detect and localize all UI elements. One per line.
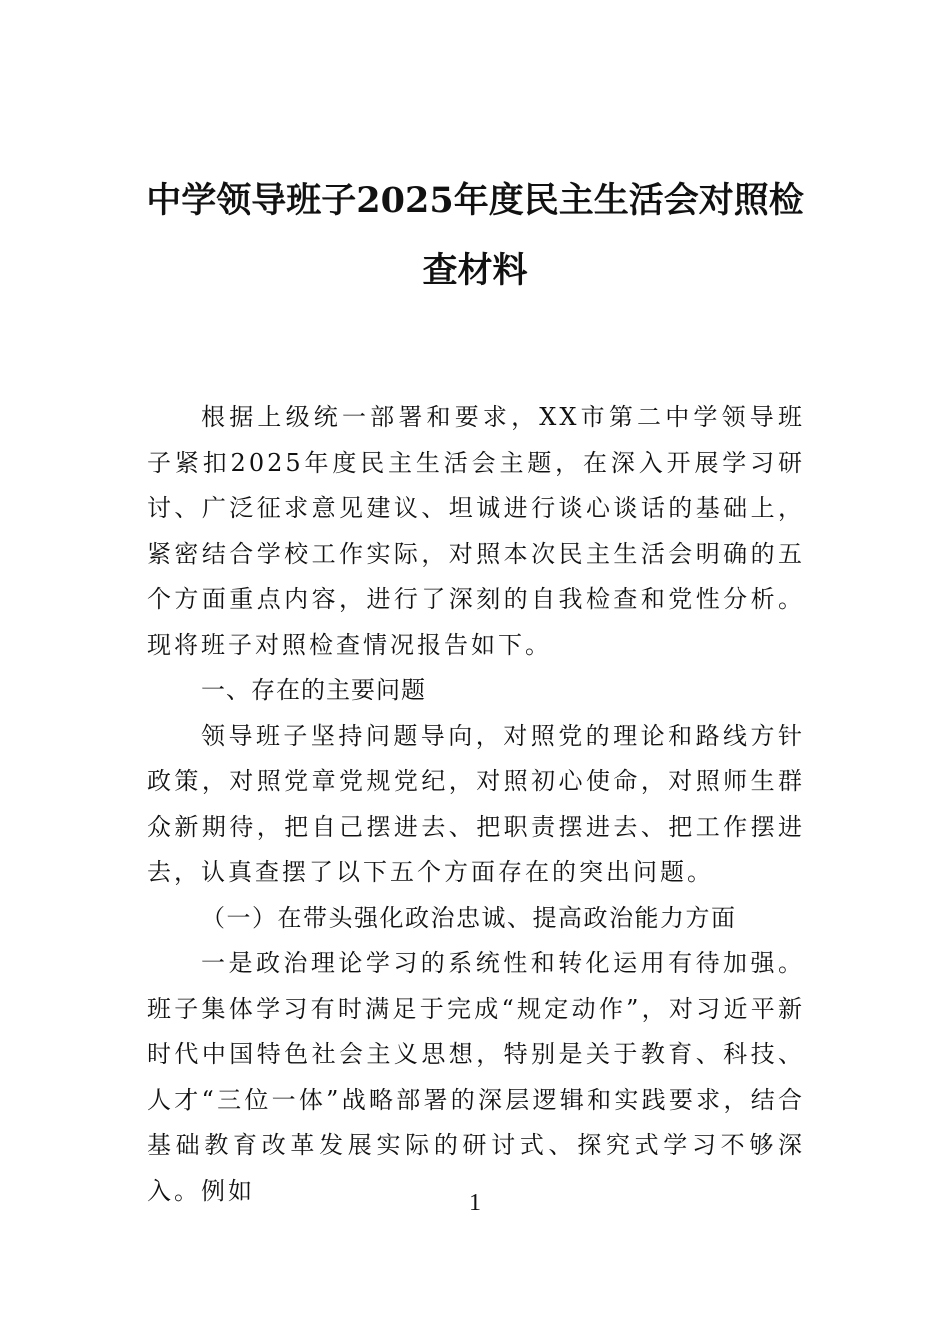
document-body — [147, 395, 805, 1214]
subsection-heading-political: （一）在带头强化政治忠诚、提高政治能力方面 — [201, 903, 737, 932]
intro-paragraph: 根据上级统一部署和要求，XX市第二中学领导班子紧扣2025年度民主生活会主题，在深入开展学习研讨、广泛征求意见建议、坦诚进行谈心谈话的基础上，紧密结合学校工作实际，对照本次民主生活会明确的五个方面重点内容，进行了深刻的自我检查和党性分析。现将班子对照检查情况报告如下。 — [147, 403, 805, 659]
section-body-problems: 领导班子坚持问题导向，对照党的理论和路线方针政策，对照党章党规党纪，对照初心使命，对照师生群众新期待，把自己摆进去、把职责摆进去、把工作摆进去，认真查摆了以下五个方面存在的突出问题。 — [147, 721, 805, 886]
document-title — [118, 166, 832, 306]
title-line-2: 查材料 — [422, 250, 528, 291]
page-number: 1 — [469, 1190, 481, 1216]
section-heading-problems: 一、存在的主要问题 — [201, 676, 426, 704]
point-one-paragraph: 一是政治理论学习的系统性和转化运用有待加强。班子集体学习有时满足于完成“规定动作”，对习近平新时代中国特色社会主义思想，特别是关于教育、科技、人才“三位一体”战略部署的深层逻辑和实践要求，结合基础教育改革发展实际的研讨式、探究式学习不够深入。例如 — [147, 949, 805, 1205]
title-line-1: 中学领导班子2025年度民主生活会对照检 — [146, 180, 804, 221]
